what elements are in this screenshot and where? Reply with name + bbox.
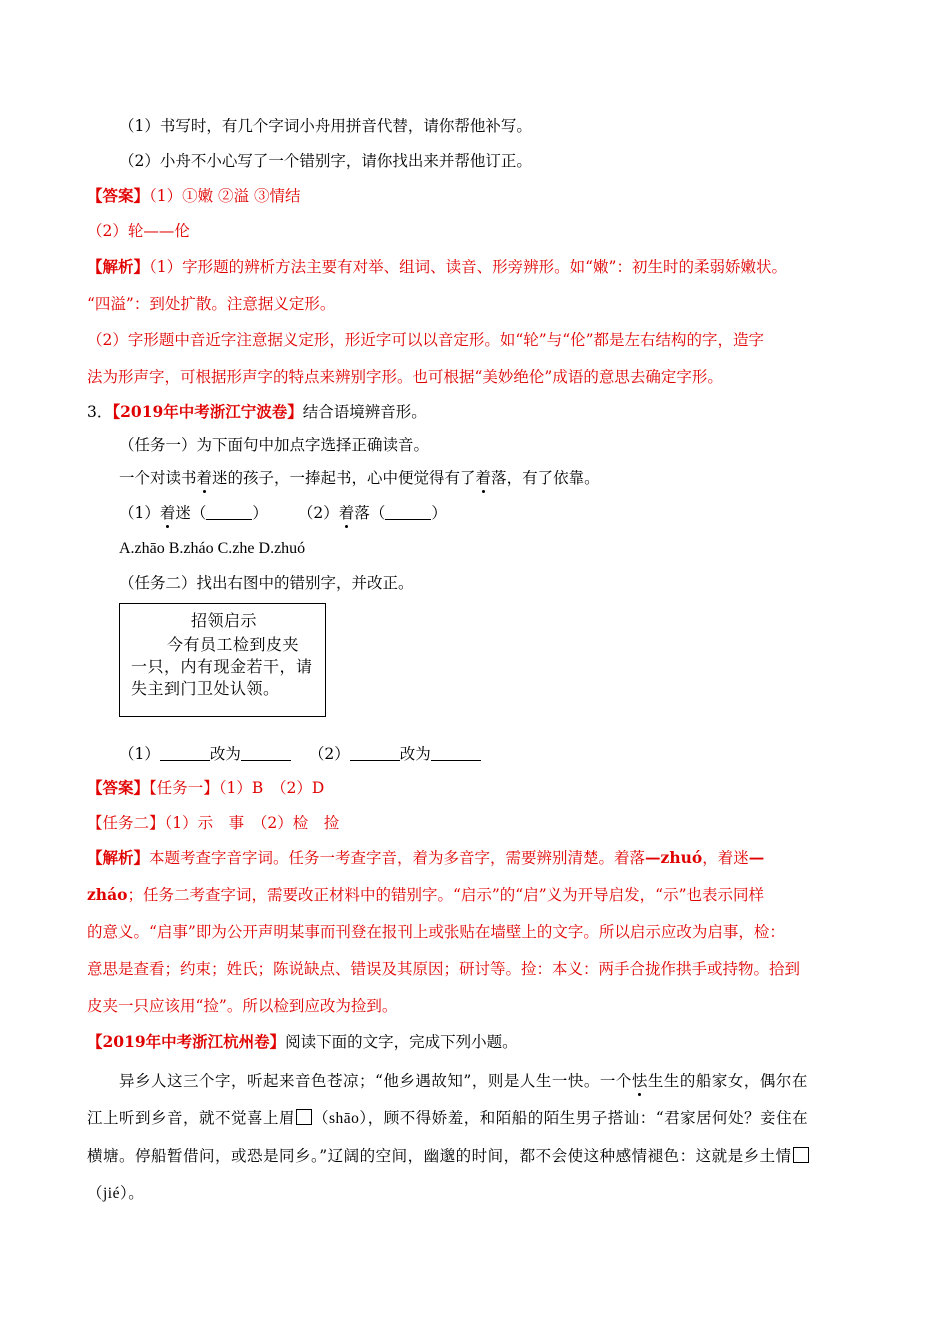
item-text: ） xyxy=(431,504,447,522)
q4-paragraph-line-4 xyxy=(87,1182,144,1205)
item-label: （2） xyxy=(308,745,350,763)
dotted-char: 着 xyxy=(159,504,176,522)
analysis-text: ；任务二考查字词，需要改正材料中的错别字。“启示”的“启”义为开导启发，“示”也表示同样 xyxy=(127,886,765,904)
answer-text: 【任务一】（1）B （2）D xyxy=(149,779,325,797)
q4-paragraph-line-3 xyxy=(87,1145,810,1167)
answer-tag: 【答案】 xyxy=(87,778,150,797)
item-label: （2） xyxy=(297,504,339,522)
item-label: （1） xyxy=(119,745,160,763)
q4-paragraph-line-1 xyxy=(119,1070,808,1092)
paragraph-text: 生生的船家女，偶尔在 xyxy=(647,1072,808,1090)
dotted-char: 着 xyxy=(475,469,492,487)
dotted-char: 着 xyxy=(196,469,213,487)
q2-analysis-1b: “四溢”：到处扩散。注意据义定形。 xyxy=(87,295,336,313)
question-source: 【2019年中考浙江宁波卷】 xyxy=(112,402,303,421)
q3-analysis-2 xyxy=(87,884,764,906)
notice-line-2: 一只，内有现金若干，请 xyxy=(131,657,313,676)
answer-blank[interactable] xyxy=(206,503,252,520)
q2-sub1: （1）书写时，有几个字词小舟用拼音代替，请你帮他补写。 xyxy=(119,117,532,135)
q3-task2: （任务二）找出右图中的错别字，并改正。 xyxy=(119,574,414,592)
answer-blank[interactable] xyxy=(431,744,481,761)
item-label: （1） xyxy=(119,504,160,522)
q3-fix-row xyxy=(119,743,481,765)
q2-analysis-2b: 法为形声字，可根据形声字的特点来辨别字形。也可根据“美妙绝伦”成语的意思去确定字形。 xyxy=(87,368,723,386)
q2-answer xyxy=(87,185,300,207)
question-number: 3． xyxy=(87,403,113,421)
analysis-text: ，着迷 xyxy=(702,849,749,867)
analysis-text: 本题考查字音字词。任务一考查字音，着为多音字，需要辨别清楚。着落 xyxy=(149,849,646,867)
q3-analysis-1 xyxy=(87,847,764,869)
notice-line-3: 失主到门卫处认领。 xyxy=(131,679,280,698)
pinyin-hint: （shāo） xyxy=(313,1110,368,1127)
sentence-part: 落，有了依靠。 xyxy=(491,469,600,487)
sentence-part: 迷的孩子，一捧起书，心中便觉得有了 xyxy=(212,469,476,487)
analysis-text: — xyxy=(748,848,765,867)
question-prompt: 结合语境辨音形。 xyxy=(302,403,427,421)
q2-answer-2: （2）轮——伦 xyxy=(87,222,190,240)
notice-line-1: 今有员工检到皮夹 xyxy=(167,635,300,654)
item-text: 落（ xyxy=(354,504,386,522)
answer-text: （1）①嫩 ②溢 ③情结 xyxy=(149,187,301,205)
analysis-tag: 【解析】 xyxy=(87,848,150,867)
analysis-text: （1）字形题的辨析方法主要有对举、组词、读音、形旁辨形。如“嫩”：初生时的柔弱娇嫩状。 xyxy=(149,258,787,276)
answer-blank[interactable] xyxy=(385,503,431,520)
notice-title: 招领启示 xyxy=(191,611,258,630)
pinyin-hint: （jié） xyxy=(87,1185,129,1202)
answer-blank[interactable] xyxy=(241,744,291,761)
q2-analysis-2a: （2）字形题中音近字注意据义定形，形近字可以以音定形。如“轮”与“伦”都是左右结构的字，造字 xyxy=(87,331,765,349)
item-text: 迷（ xyxy=(175,504,207,522)
sentence-part: 一个对读书 xyxy=(119,469,197,487)
question-prompt: 阅读下面的文字，完成下列小题。 xyxy=(285,1033,518,1051)
analysis-text: zháo xyxy=(87,885,128,904)
dotted-char: 怯 xyxy=(631,1072,648,1090)
item-text: 改为 xyxy=(399,745,431,763)
paragraph-text: 。 xyxy=(128,1184,145,1202)
q3-items xyxy=(119,502,447,524)
paragraph-text: 江上听到乡音，就不觉喜上眉 xyxy=(87,1109,296,1127)
q3-analysis-3: 的意义。“启事”即为公开声明某事而刊登在报刊上或张贴在墙壁上的文字。所以启示应改为启事，检： xyxy=(87,923,785,941)
fill-box[interactable] xyxy=(793,1147,809,1163)
paragraph-text: ，顾不得娇羞，和陌船的陌生男子搭讪：“君家居何处？妾住在 xyxy=(367,1109,809,1127)
q4-paragraph-line-2 xyxy=(87,1107,808,1130)
q3-answer-2: 【任务二】（1）示 事 （2）检 捡 xyxy=(87,814,340,832)
paragraph-text: 异乡人这三个字，听起来音色苍凉；“他乡遇故知”，则是人生一快。一个 xyxy=(119,1072,632,1090)
q3-task1: （任务一）为下面句中加点字选择正确读音。 xyxy=(119,436,430,454)
q3-answer-1 xyxy=(87,777,324,799)
q4-header xyxy=(87,1031,518,1053)
q3-options: A.zhāo B.zháo C.zhe D.zhuó xyxy=(119,540,306,557)
question-source: 【2019年中考浙江杭州卷】 xyxy=(87,1032,286,1051)
item-text: 改为 xyxy=(209,745,241,763)
answer-tag: 【答案】 xyxy=(87,186,150,205)
notice-box xyxy=(119,603,326,717)
q3-sentence xyxy=(119,467,600,489)
answer-blank[interactable] xyxy=(350,744,400,761)
q3-analysis-5: 皮夹一只应该用“捡”。所以检到应改为捡到。 xyxy=(87,997,398,1015)
q3-header xyxy=(87,401,427,423)
q3-analysis-4: 意思是查看；约束；姓氏；陈说缺点、错误及其原因；研讨等。捡：本义：两手合拢作拱手或持物。拾到 xyxy=(87,960,801,978)
q2-analysis-1a xyxy=(87,256,787,278)
dotted-char: 着 xyxy=(338,504,355,522)
answer-blank[interactable] xyxy=(160,744,210,761)
fill-box[interactable] xyxy=(296,1109,312,1125)
analysis-text: —zhuó xyxy=(645,848,703,867)
analysis-tag: 【解析】 xyxy=(87,257,150,276)
paragraph-text: 横塘。停船暂借问，或恐是同乡。”辽阔的空间，幽邈的时间，都不会使这种感情褪色：这就是乡土情 xyxy=(87,1147,792,1165)
q2-sub2: （2）小舟不小心写了一个错别字，请你找出来并帮他订正。 xyxy=(119,152,532,170)
item-text: ） xyxy=(252,504,268,522)
